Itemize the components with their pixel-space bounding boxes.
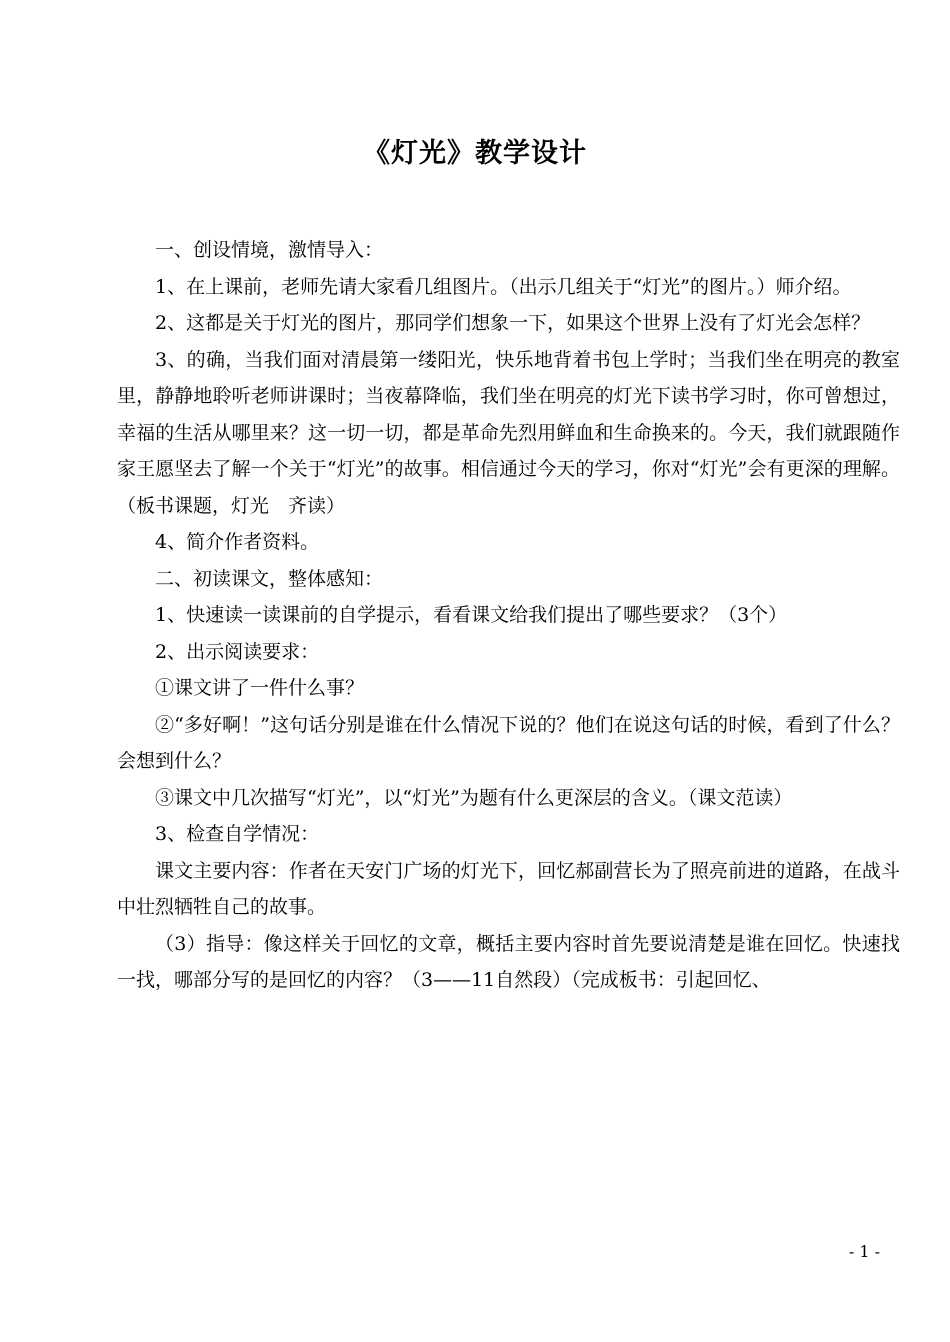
paragraph-7: 3、检查自学情况： xyxy=(155,823,320,845)
paragraph-9: （3）指导：像这样关于回忆的文章，概括主要内容时首先要说清楚是谁在回忆。快速找一找，哪部分写的是回忆的内容？（3——11自然段）（完成板书：引起回忆、 xyxy=(117,932,900,991)
paragraph-1: 1、在上课前，老师先请大家看几组图片。（出示几组关于“灯光”的图片。）师介绍。 xyxy=(155,275,852,298)
paragraph-3: 3、的确，当我们面对清晨第一缕阳光，快乐地背着书包上学时；当我们坐在明亮的教室里，静静地聆听老师讲课时；当夜幕降临，我们坐在明亮的灯光下读书学习时，你可曾想过，幸福的生活从哪里来？这一切一切，都是革命先烈用鲜血和生命换来的。今天，我们就跟随作家王愿坚去了解一个关于“灯光”的故事。相信通过今天的学习，你对“灯光”会有更深的理解。（板书课题，灯光 齐读） xyxy=(117,348,900,517)
document-body xyxy=(117,232,900,999)
page-number: - 1 - xyxy=(848,1242,880,1261)
reading-requirement-1: ①课文讲了一件什么事？ xyxy=(155,677,365,699)
reading-requirement-2: ②“多好啊！”这句话分别是谁在什么情况下说的？他们在说这句话的时候，看到了什么？会想到什么？ xyxy=(117,713,900,772)
document-title: 《灯光》教学设计 xyxy=(363,138,587,169)
paragraph-4: 4、简介作者资料。 xyxy=(155,531,320,553)
reading-requirement-3: ③课文中几次描写“灯光”，以“灯光”为题有什么更深层的含义。（课文范读） xyxy=(155,786,793,809)
heading-section-1: 一、创设情境，激情导入： xyxy=(155,239,384,261)
heading-section-2: 二、初读课文，整体感知： xyxy=(155,567,384,590)
paragraph-2: 2、这都是关于灯光的图片，那同学们想象一下，如果这个世界上没有了灯光会怎样？ xyxy=(155,312,871,334)
paragraph-8: 课文主要内容：作者在天安门广场的灯光下，回忆郝副营长为了照亮前进的道路，在战斗中壮烈牺牲自己的故事。 xyxy=(117,859,900,918)
paragraph-6: 2、出示阅读要求： xyxy=(155,640,320,663)
paragraph-5: 1、快速读一读课前的自学提示，看看课文给我们提出了哪些要求？（3个） xyxy=(155,604,788,626)
